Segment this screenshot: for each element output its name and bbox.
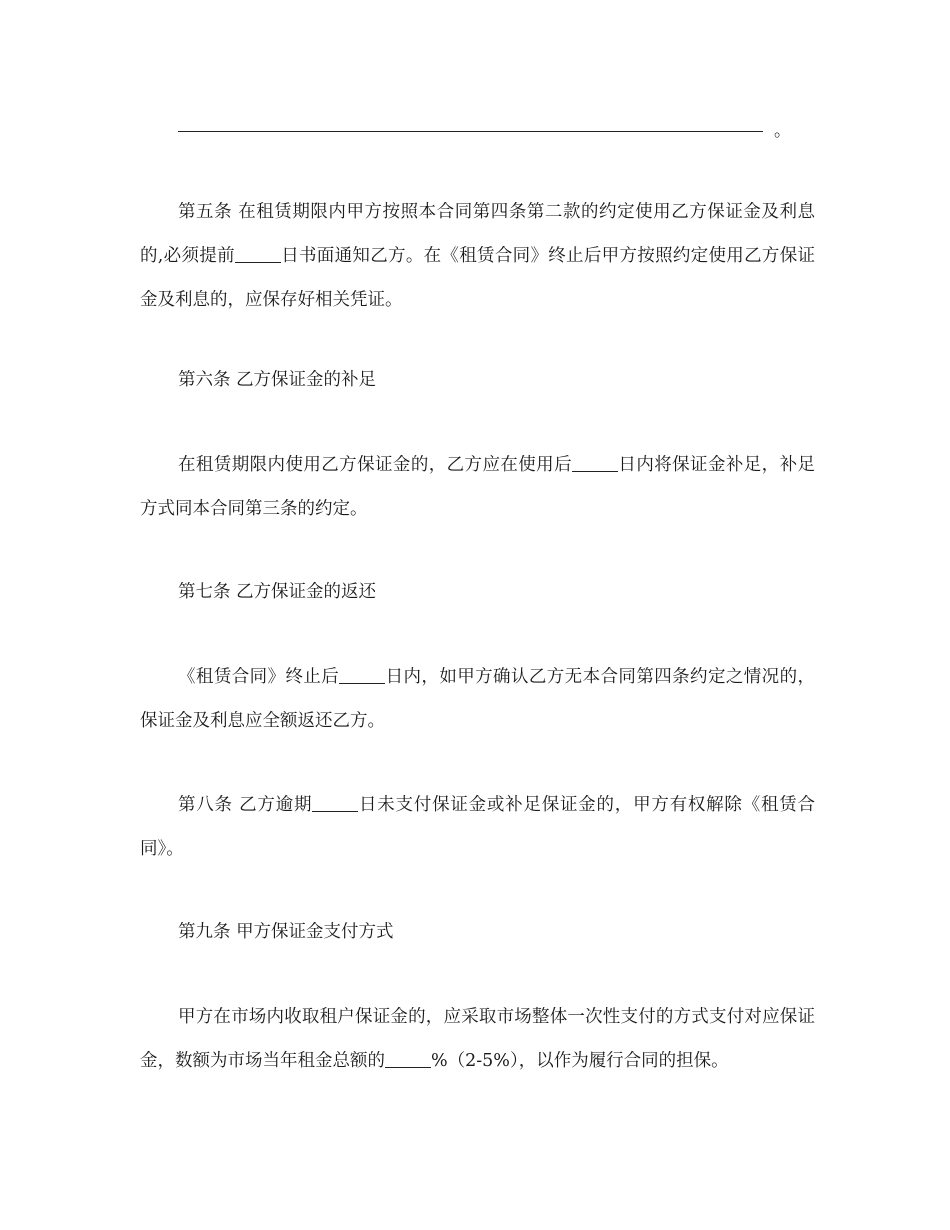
article-6-text-a: 在租赁期限内使用乙方保证金的，乙方应在使用后 [178,455,572,475]
blank-field [312,793,358,812]
article-6-text-b: 日内将保证金补足，补足方式同本合同第三条的约定。 [140,455,815,519]
article-8-text-a: 第八条 乙方逾期 [178,795,313,815]
article-7-body [140,655,815,743]
article-8-text-b: 日未支付保证金或补足保证金的，甲方有权解除《租赁合同》。 [140,795,816,859]
blank-field [385,1049,431,1068]
article-7-text-b: 日内，如甲方确认乙方无本合同第四条约定之情况的，保证金及利息应全额返还乙方。 [140,667,816,731]
article-6-heading: 第六条 乙方保证金的补足 [178,370,377,390]
article-5-text-a: 第五条 在租赁期限内甲方按照本合同第四条第二款的约定使用乙方保证金及利息的,必须提前 [140,202,815,266]
blank-field [235,244,281,263]
blank-field [572,453,618,472]
fill-in-line [178,131,763,132]
article-9-heading: 第九条 甲方保证金支付方式 [178,922,394,942]
article-7-text-a: 《租赁合同》终止后 [178,667,340,687]
blank-field [339,665,385,684]
article-9-text-b: %（2-5%），以作为履行合同的担保。 [431,1051,729,1071]
article-7-heading: 第七条 乙方保证金的返还 [178,582,377,602]
article-5-text-b: 日书面通知乙方。在《租赁合同》终止后甲方按照约定使用乙方保证金及利息的，应保存好相关凭证。 [140,246,816,310]
line-end-period: 。 [774,121,791,141]
article-9-body [140,995,815,1083]
article-9-text-a: 甲方在市场内收取租户保证金的，应采取市场整体一次性支付的方式支付对应保证金，数额为市场当年租金总额的 [140,1007,815,1071]
article-8 [140,783,815,871]
article-6-body [140,443,815,531]
article-5 [140,190,815,322]
